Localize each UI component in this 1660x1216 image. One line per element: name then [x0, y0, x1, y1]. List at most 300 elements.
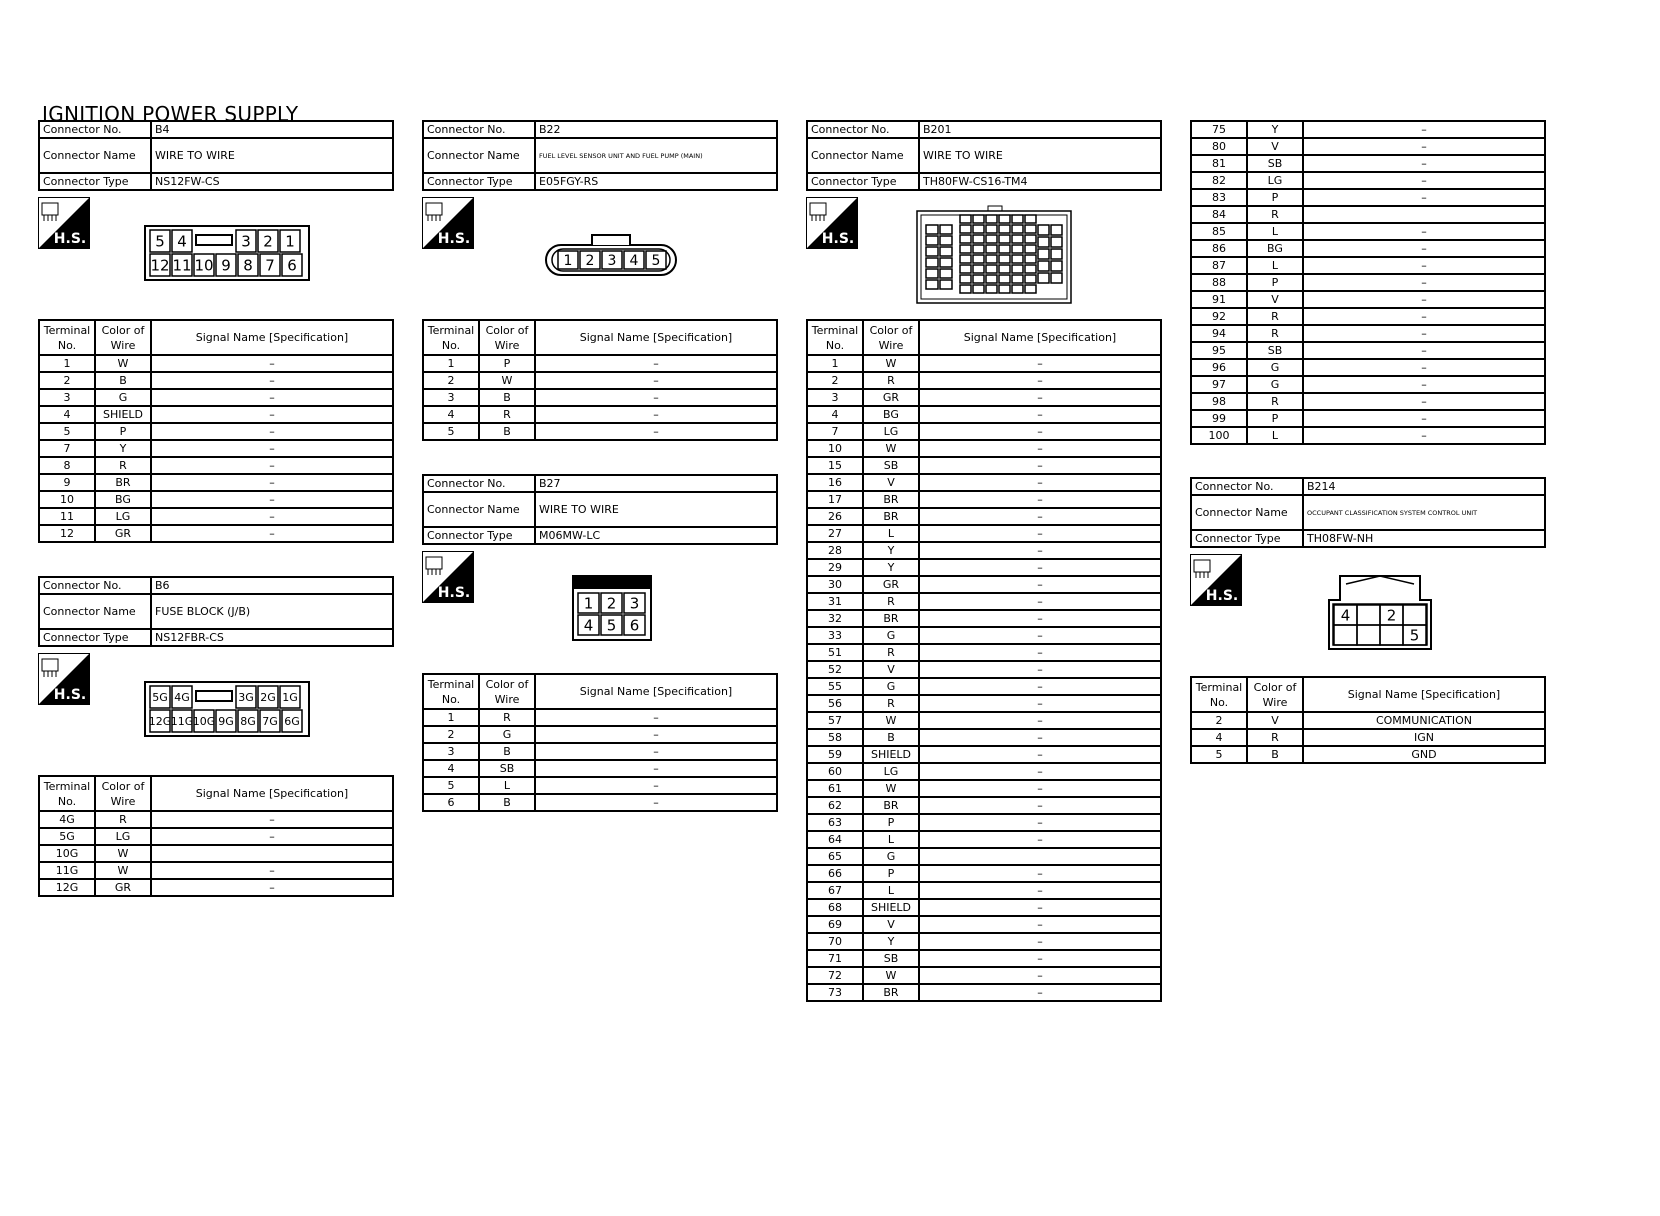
header-signal: Signal Name [Specification] [151, 320, 393, 355]
label-connector-type: Connector Type [1191, 530, 1303, 547]
wire-color: LG [95, 828, 151, 845]
terminal-number: 1 [423, 355, 479, 372]
signal-name: – [919, 729, 1161, 746]
table-row [807, 610, 1161, 627]
signal-name: – [151, 525, 393, 542]
table-row [807, 950, 1161, 967]
table-row [1191, 325, 1545, 342]
pin-table-b27 [422, 673, 778, 812]
table-row [39, 879, 393, 896]
wire-color: Y [1247, 121, 1303, 138]
wire-color: R [95, 457, 151, 474]
terminal-number: 10G [39, 845, 95, 862]
pin-table-b201-continued [1190, 120, 1546, 445]
table-row [807, 882, 1161, 899]
connector-name: FUEL LEVEL SENSOR UNIT AND FUEL PUMP (MAIN) [535, 138, 777, 173]
signal-name: – [151, 811, 393, 828]
wire-color: BR [863, 610, 919, 627]
table-row [807, 967, 1161, 984]
wire-color: LG [863, 763, 919, 780]
header-signal: Signal Name [Specification] [151, 776, 393, 811]
signal-name: – [1303, 240, 1545, 257]
harness-side-icon [806, 197, 858, 249]
terminal-number: 10 [807, 440, 863, 457]
wire-color: BR [863, 984, 919, 1001]
wire-color: SB [479, 760, 535, 777]
signal-name: – [919, 763, 1161, 780]
pin-label: 2 [263, 232, 273, 251]
terminal-number: 30 [807, 576, 863, 593]
terminal-number: 87 [1191, 257, 1247, 274]
terminal-number: 69 [807, 916, 863, 933]
table-row [39, 440, 393, 457]
terminal-number: 1 [423, 709, 479, 726]
signal-name [919, 848, 1161, 865]
signal-name: – [1303, 257, 1545, 274]
signal-name: – [1303, 427, 1545, 444]
table-row [1191, 729, 1545, 746]
wire-color: SB [863, 950, 919, 967]
terminal-number: 26 [807, 508, 863, 525]
table-row [807, 916, 1161, 933]
pin-label: 10 [194, 256, 214, 275]
header-color: Color of Wire [479, 674, 535, 709]
signal-name: – [919, 882, 1161, 899]
wire-color: P [95, 423, 151, 440]
table-row [423, 423, 777, 440]
terminal-number: 59 [807, 746, 863, 763]
table-row [1191, 746, 1545, 763]
connector-block-b214 [1190, 477, 1546, 764]
wire-color: Y [863, 933, 919, 950]
signal-name: – [1303, 223, 1545, 240]
wire-color: B [479, 743, 535, 760]
header-terminal: Terminal No. [39, 776, 95, 811]
signal-name: – [919, 780, 1161, 797]
wire-color: R [863, 695, 919, 712]
pin-label: 1 [563, 253, 573, 270]
table-row [39, 372, 393, 389]
wire-color: GR [95, 879, 151, 896]
pin-label: 4 [177, 232, 187, 251]
label-connector-no: Connector No. [423, 121, 535, 138]
table-row [1191, 121, 1545, 138]
table-row [807, 865, 1161, 882]
terminal-number: 32 [807, 610, 863, 627]
wire-color: BR [863, 491, 919, 508]
pin-label: 1 [583, 594, 594, 613]
wire-color: R [1247, 729, 1303, 746]
signal-name: – [535, 794, 777, 811]
table-row [39, 389, 393, 406]
signal-name: – [919, 542, 1161, 559]
terminal-number: 80 [1191, 138, 1247, 155]
pin-label: 5G [152, 690, 168, 704]
wire-color: W [95, 845, 151, 862]
wire-color: G [1247, 376, 1303, 393]
header-color: Color of Wire [863, 320, 919, 355]
pin-label: 11G [170, 714, 194, 728]
pin-label: 1G [282, 690, 298, 704]
signal-name: – [919, 661, 1161, 678]
table-row [1191, 291, 1545, 308]
signal-name: – [535, 372, 777, 389]
table-row [423, 743, 777, 760]
wire-color: W [863, 712, 919, 729]
wire-color: GR [95, 525, 151, 542]
table-row [807, 440, 1161, 457]
table-row [1191, 712, 1545, 729]
label-connector-no: Connector No. [1191, 478, 1303, 495]
terminal-number: 99 [1191, 410, 1247, 427]
column-3 [806, 120, 1162, 1002]
signal-name: – [919, 984, 1161, 1001]
table-row [423, 777, 777, 794]
wire-color: R [1247, 308, 1303, 325]
label-connector-no: Connector No. [807, 121, 919, 138]
table-row [807, 763, 1161, 780]
wire-color: SHIELD [95, 406, 151, 423]
terminal-number: 3 [423, 389, 479, 406]
signal-name: – [919, 389, 1161, 406]
pin-label: 3 [241, 232, 251, 251]
pin-label: 7G [262, 714, 278, 728]
terminal-number: 15 [807, 457, 863, 474]
label-connector-no: Connector No. [39, 577, 151, 594]
wire-color: V [863, 661, 919, 678]
connector-no: B22 [535, 121, 777, 138]
header-terminal: Terminal No. [39, 320, 95, 355]
wire-color: Y [863, 542, 919, 559]
wire-color: L [863, 831, 919, 848]
terminal-number: 5 [39, 423, 95, 440]
table-row [39, 491, 393, 508]
header-signal: Signal Name [Specification] [1303, 677, 1545, 712]
terminal-number: 85 [1191, 223, 1247, 240]
table-row [807, 661, 1161, 678]
signal-name: – [1303, 359, 1545, 376]
table-row [807, 525, 1161, 542]
connector-block-b201 [806, 120, 1162, 1002]
signal-name: – [919, 678, 1161, 695]
table-row [1191, 410, 1545, 427]
pin-label: 3 [607, 253, 617, 270]
signal-name: – [919, 576, 1161, 593]
signal-name: – [535, 726, 777, 743]
terminal-number: 33 [807, 627, 863, 644]
table-row [807, 899, 1161, 916]
signal-name: – [1303, 376, 1545, 393]
signal-name: – [535, 760, 777, 777]
wire-color: Y [95, 440, 151, 457]
table-row [1191, 189, 1545, 206]
table-row [423, 355, 777, 372]
connector-block-b6 [38, 576, 394, 897]
terminal-number: 2 [1191, 712, 1247, 729]
header-terminal: Terminal No. [807, 320, 863, 355]
terminal-number: 27 [807, 525, 863, 542]
connector-no: B6 [151, 577, 393, 594]
wire-color: R [1247, 393, 1303, 410]
wire-color: W [863, 780, 919, 797]
table-row [1191, 172, 1545, 189]
connector-face-b22 [544, 231, 678, 279]
table-row [807, 491, 1161, 508]
connector-info-table [38, 120, 394, 191]
table-row [1191, 427, 1545, 444]
pin-label: 6 [287, 256, 297, 275]
terminal-number: 100 [1191, 427, 1247, 444]
label-connector-type: Connector Type [423, 527, 535, 544]
terminal-number: 11 [39, 508, 95, 525]
signal-name: GND [1303, 746, 1545, 763]
signal-name: – [919, 899, 1161, 916]
signal-name: – [535, 423, 777, 440]
wire-color: W [95, 355, 151, 372]
signal-name: – [1303, 189, 1545, 206]
table-row [39, 355, 393, 372]
wire-color: G [863, 678, 919, 695]
signal-name [151, 845, 393, 862]
wire-color: BR [95, 474, 151, 491]
wire-color: W [863, 967, 919, 984]
signal-name: – [151, 879, 393, 896]
terminal-number: 2 [807, 372, 863, 389]
table-row [807, 457, 1161, 474]
signal-name: – [919, 865, 1161, 882]
terminal-number: 62 [807, 797, 863, 814]
table-row [39, 474, 393, 491]
hs-label: H.S. [1205, 588, 1239, 604]
terminal-number: 84 [1191, 206, 1247, 223]
wire-color: G [863, 848, 919, 865]
signal-name: – [1303, 155, 1545, 172]
wire-color: P [863, 814, 919, 831]
pin-label: 3G [238, 690, 254, 704]
connector-face-b201 [916, 205, 1072, 305]
wire-color: B [863, 729, 919, 746]
pin-label: 5 [606, 616, 617, 635]
table-row [807, 593, 1161, 610]
wire-color: V [863, 474, 919, 491]
wire-color: BR [863, 797, 919, 814]
table-row [807, 746, 1161, 763]
signal-name: – [1303, 138, 1545, 155]
terminal-number: 31 [807, 593, 863, 610]
pin-table-b201 [806, 319, 1162, 1002]
signal-name: – [151, 474, 393, 491]
wire-color: R [863, 644, 919, 661]
pin-table-b22 [422, 319, 778, 441]
terminal-number: 5 [423, 423, 479, 440]
signal-name: – [151, 406, 393, 423]
signal-name: IGN [1303, 729, 1545, 746]
terminal-number: 16 [807, 474, 863, 491]
pin-table-b214 [1190, 676, 1546, 764]
table-row [1191, 223, 1545, 240]
label-connector-name: Connector Name [807, 138, 919, 173]
terminal-number: 2 [39, 372, 95, 389]
wire-color: G [95, 389, 151, 406]
wire-color: GR [863, 576, 919, 593]
label-connector-name: Connector Name [39, 594, 151, 629]
connector-face-b6 [144, 681, 310, 737]
column-1 [38, 120, 394, 897]
pin-label: 12G [148, 714, 172, 728]
pin-label: 5 [651, 253, 661, 270]
label-connector-type: Connector Type [423, 173, 535, 190]
harness-side-icon [1190, 554, 1242, 606]
label-connector-no: Connector No. [39, 121, 151, 138]
terminal-number: 28 [807, 542, 863, 559]
label-connector-type: Connector Type [807, 173, 919, 190]
wire-color: B [1247, 746, 1303, 763]
signal-name: – [1303, 342, 1545, 359]
signal-name: – [919, 950, 1161, 967]
wire-color: L [863, 525, 919, 542]
terminal-number: 5 [1191, 746, 1247, 763]
terminal-number: 92 [1191, 308, 1247, 325]
connector-type: NS12FW-CS [151, 173, 393, 190]
signal-name: – [535, 709, 777, 726]
connector-name: FUSE BLOCK (J/B) [151, 594, 393, 629]
wire-color: R [95, 811, 151, 828]
signal-name: – [535, 777, 777, 794]
terminal-number: 96 [1191, 359, 1247, 376]
wire-color: P [1247, 410, 1303, 427]
signal-name: – [919, 457, 1161, 474]
terminal-number: 8 [39, 457, 95, 474]
terminal-number: 2 [423, 726, 479, 743]
table-row [807, 372, 1161, 389]
wire-color: V [863, 916, 919, 933]
wire-color: G [1247, 359, 1303, 376]
terminal-number: 68 [807, 899, 863, 916]
label-connector-name: Connector Name [423, 492, 535, 527]
connector-no: B4 [151, 121, 393, 138]
table-row [807, 814, 1161, 831]
signal-name: – [535, 389, 777, 406]
table-row [1191, 308, 1545, 325]
terminal-number: 81 [1191, 155, 1247, 172]
pin-table-b6 [38, 775, 394, 897]
pin-label: 4 [1340, 606, 1351, 625]
header-terminal: Terminal No. [1191, 677, 1247, 712]
terminal-number: 5 [423, 777, 479, 794]
signal-name: – [919, 559, 1161, 576]
signal-name: – [919, 610, 1161, 627]
pin-label: 4 [629, 253, 639, 270]
connector-info-table [422, 120, 778, 191]
header-terminal: Terminal No. [423, 674, 479, 709]
signal-name [1303, 206, 1545, 223]
wire-color: W [95, 862, 151, 879]
connector-type: M06MW-LC [535, 527, 777, 544]
signal-name: – [151, 508, 393, 525]
signal-name: – [919, 967, 1161, 984]
wire-color: V [1247, 291, 1303, 308]
connector-type: NS12FBR-CS [151, 629, 393, 646]
header-color: Color of Wire [95, 776, 151, 811]
signal-name: – [919, 916, 1161, 933]
wire-color: SB [1247, 155, 1303, 172]
signal-name: – [151, 828, 393, 845]
signal-name: – [535, 406, 777, 423]
table-row [807, 797, 1161, 814]
table-row [807, 627, 1161, 644]
terminal-number: 60 [807, 763, 863, 780]
table-row [807, 780, 1161, 797]
wire-color: P [479, 355, 535, 372]
pin-label: 4G [174, 690, 190, 704]
wire-color: G [863, 627, 919, 644]
pin-label: 1 [285, 232, 295, 251]
terminal-number: 4 [1191, 729, 1247, 746]
terminal-number: 3 [423, 743, 479, 760]
wire-color: Y [863, 559, 919, 576]
terminal-number: 3 [39, 389, 95, 406]
connector-no: B201 [919, 121, 1161, 138]
header-color: Color of Wire [95, 320, 151, 355]
wire-color: B [479, 423, 535, 440]
column-2 [422, 120, 778, 812]
signal-name: – [919, 695, 1161, 712]
pin-label: 9 [221, 256, 231, 275]
table-row [807, 355, 1161, 372]
table-row [807, 406, 1161, 423]
table-row [807, 423, 1161, 440]
table-row [1191, 206, 1545, 223]
harness-side-icon [422, 197, 474, 249]
terminal-number: 63 [807, 814, 863, 831]
terminal-number: 61 [807, 780, 863, 797]
pin-label: 10G [192, 714, 216, 728]
label-connector-type: Connector Type [39, 173, 151, 190]
table-row [1191, 155, 1545, 172]
terminal-number: 4 [423, 760, 479, 777]
terminal-number: 4 [423, 406, 479, 423]
pin-label: 6G [284, 714, 300, 728]
terminal-number: 12 [39, 525, 95, 542]
table-row [807, 474, 1161, 491]
hs-label: H.S. [53, 231, 87, 247]
harness-side-icon [422, 551, 474, 603]
signal-name: – [1303, 325, 1545, 342]
table-row [39, 423, 393, 440]
signal-name: – [919, 355, 1161, 372]
hs-label: H.S. [53, 687, 87, 703]
table-row [423, 406, 777, 423]
pin-label: 8G [240, 714, 256, 728]
signal-name: – [919, 440, 1161, 457]
table-row [423, 709, 777, 726]
terminal-number: 4 [39, 406, 95, 423]
signal-name: – [919, 525, 1161, 542]
wire-color: BR [863, 508, 919, 525]
pin-label: 2 [585, 253, 595, 270]
table-row [423, 372, 777, 389]
wire-color: V [1247, 138, 1303, 155]
table-row [807, 678, 1161, 695]
terminal-number: 2 [423, 372, 479, 389]
connector-name: OCCUPANT CLASSIFICATION SYSTEM CONTROL UNIT [1303, 495, 1545, 530]
table-row [39, 457, 393, 474]
wire-color: L [1247, 223, 1303, 240]
connector-block-b22 [422, 120, 778, 441]
pin-label: 8 [243, 256, 253, 275]
terminal-number: 6 [423, 794, 479, 811]
wire-color: P [863, 865, 919, 882]
